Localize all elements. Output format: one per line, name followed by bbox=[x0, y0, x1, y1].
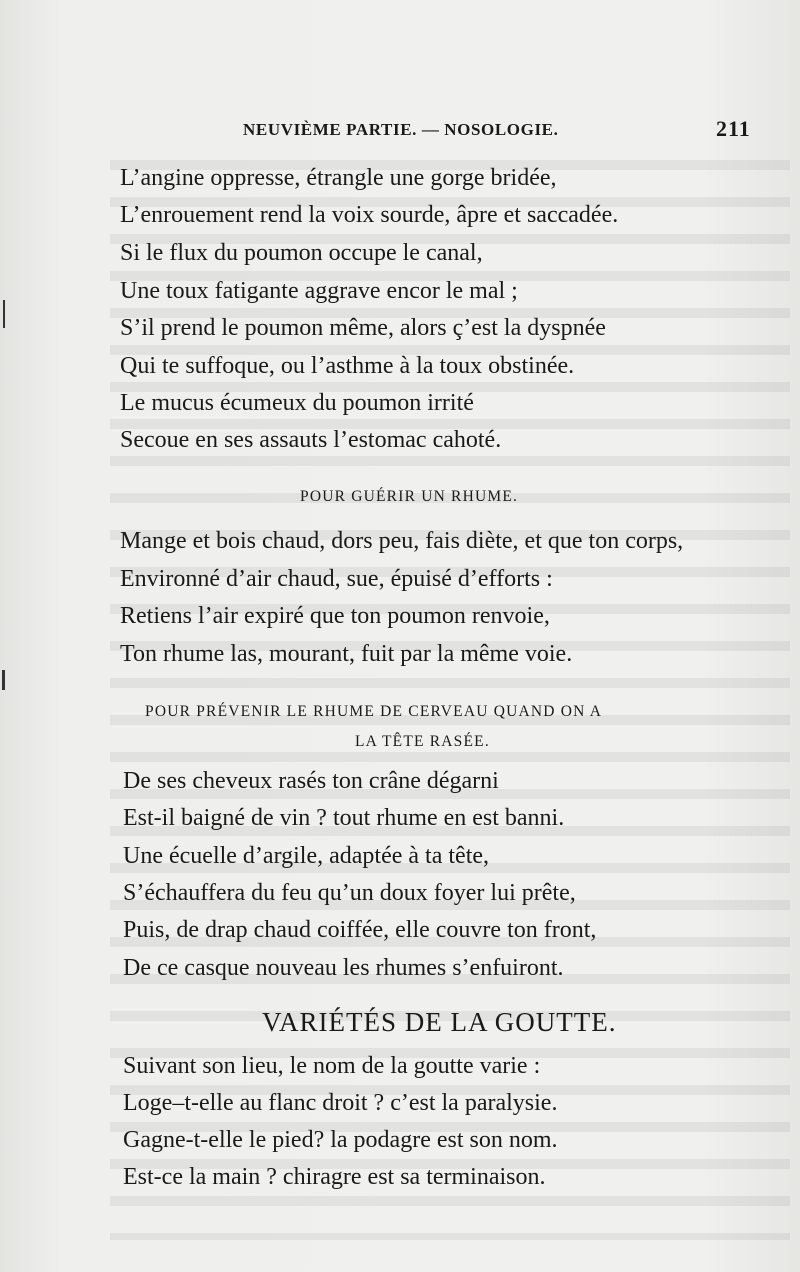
page-number: 211 bbox=[716, 116, 751, 141]
verse-line: Mange et bois chaud, dors peu, fais diète, et que ton corps, bbox=[120, 528, 684, 554]
verse-line: Puis, de drap chaud coiffée, elle couvre ton front, bbox=[123, 917, 597, 943]
margin-mark bbox=[2, 670, 5, 690]
verse-line: Qui te suffoque, ou l’asthme à la toux obstinée. bbox=[120, 353, 575, 379]
running-head bbox=[0, 112, 800, 146]
verse-line: L’angine oppresse, étrangle une gorge bridée, bbox=[120, 165, 557, 191]
verse-line: Suivant son lieu, le nom de la goutte varie : bbox=[123, 1053, 541, 1079]
verse-line: Loge–t-elle au flanc droit ? c’est la paralysie. bbox=[123, 1090, 558, 1116]
verse-line: S’il prend le poumon même, alors ç’est la dyspnée bbox=[120, 315, 606, 341]
verse-line: Environné d’air chaud, sue, épuisé d’efforts : bbox=[120, 566, 553, 592]
verse-line: Une écuelle d’argile, adaptée à ta tête, bbox=[123, 843, 490, 869]
verse-line: Est-il baigné de vin ? tout rhume en est banni. bbox=[123, 805, 565, 831]
verse-line: Ton rhume las, mourant, fuit par la même voie. bbox=[120, 641, 573, 667]
margin-mark bbox=[3, 300, 5, 328]
section-heading-continuation: LA TÊTE RASÉE. bbox=[355, 733, 490, 750]
section-heading: VARIÉTÉS DE LA GOUTTE. bbox=[262, 1007, 617, 1037]
section-heading: POUR GUÉRIR UN RHUME. bbox=[300, 488, 519, 505]
verse-line: Secoue en ses assauts l’estomac cahoté. bbox=[120, 427, 502, 453]
verse-line: Si le flux du poumon occupe le canal, bbox=[120, 240, 483, 266]
verse-line: Gagne-t-elle le pied? la podagre est son nom. bbox=[123, 1127, 558, 1153]
verse-line: De ses cheveux rasés ton crâne dégarni bbox=[123, 768, 499, 794]
verse-line: Est-ce la main ? chiragre est sa terminaison. bbox=[123, 1164, 546, 1190]
verse-line: Une toux fatigante aggrave encor le mal ; bbox=[120, 278, 518, 304]
verse-line: L’enrouement rend la voix sourde, âpre et saccadée. bbox=[120, 202, 619, 228]
verse-line: De ce casque nouveau les rhumes s’enfuiront. bbox=[123, 955, 564, 981]
verse-line: S’échauffera du feu qu’un doux foyer lui prête, bbox=[123, 880, 576, 906]
verse-line: Retiens l’air expiré que ton poumon renvoie, bbox=[120, 603, 550, 629]
section-heading: POUR PRÉVENIR LE RHUME DE CERVEAU QUAND ON A bbox=[145, 703, 603, 720]
verse-line: Le mucus écumeux du poumon irrité bbox=[120, 390, 474, 416]
running-head-title: NEUVIÈME PARTIE. — NOSOLOGIE. bbox=[243, 120, 559, 139]
